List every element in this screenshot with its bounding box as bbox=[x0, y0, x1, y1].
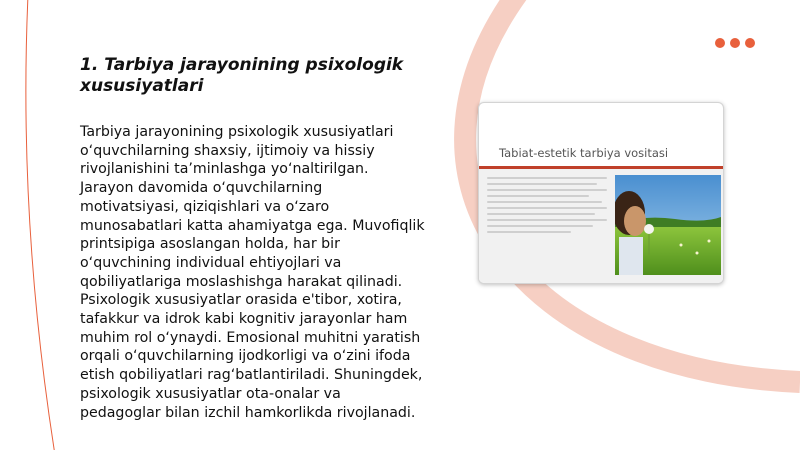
child-dandelion-photo bbox=[615, 175, 721, 275]
menu-dots-icon[interactable] bbox=[715, 38, 755, 48]
left-arc-line bbox=[26, 0, 55, 450]
dot-icon bbox=[745, 38, 755, 48]
body-paragraph: Tarbiya jarayonining psixologik xususiyatlari o‘quvchilarning shaxsiy, ijtimoiy va hissiy rivojlanishini ta’minlashga yo‘naltirilgan. Jarayon davomida o‘quvchilarning motivatsiyasi, qiziqishlari va o‘zaro munosabatlari katta ahamiyatga ega. Muvofiqlik printsipiga asoslangan holda, har bir o‘quvchining individual ehtiyojlari va qobiliyatlariga moslashishga harakat qilinadi. Psixologik xususiyatlar orasida e'tibor, xotira, tafakkur va idrok kabi kognitiv jarayonlar ham muhim rol o‘ynaydi. Emosional muhitni yaratish orqali o‘quvchilarning ijodkorligi va o‘zini ifoda etish qobiliyatlari rag‘batlantiriladi. Shuningdek, psixologik xususiyatlar ota-onalar va pedagoglar bilan izchil hamkorlikda rivojlanadi. bbox=[80, 124, 425, 421]
slide-text-placeholder bbox=[487, 177, 607, 237]
dot-icon bbox=[730, 38, 740, 48]
slide-thumbnail-title: Tabiat-estetik tarbiya vositasi bbox=[499, 146, 669, 160]
page-title: 1. Tarbiya jarayonining psixologik xususiyatlari bbox=[80, 55, 404, 96]
dot-icon bbox=[715, 38, 725, 48]
slide-thumbnail[interactable] bbox=[478, 102, 724, 284]
